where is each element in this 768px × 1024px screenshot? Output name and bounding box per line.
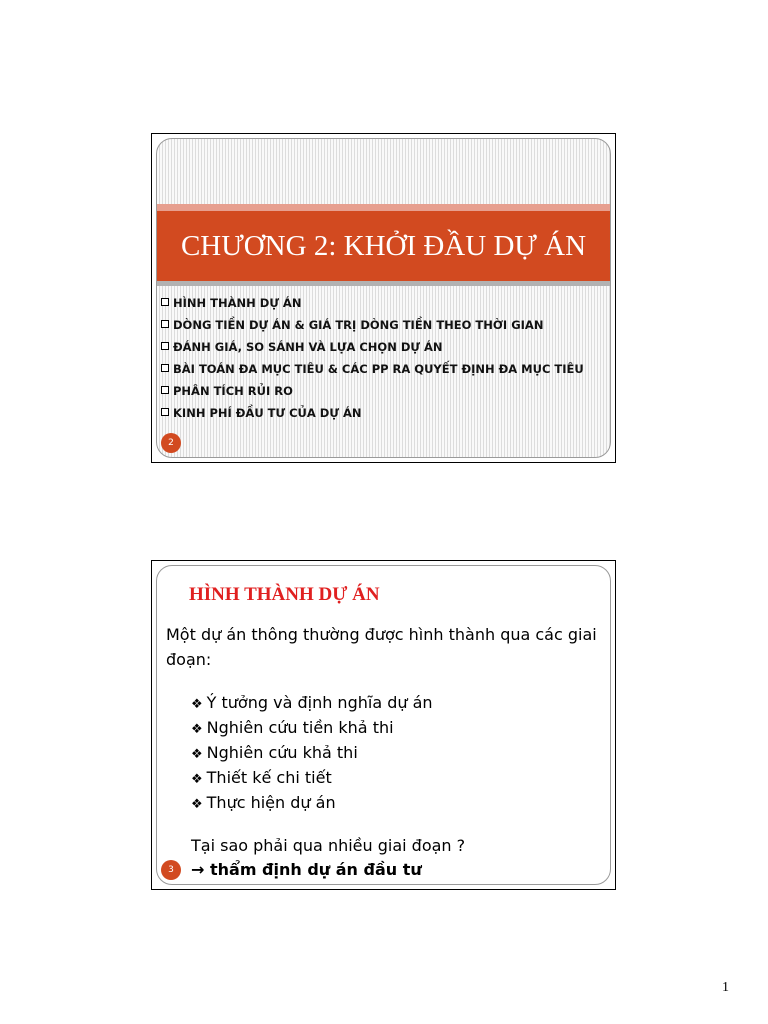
checkbox-square-icon <box>161 320 169 328</box>
slide-number-badge: 2 <box>161 433 181 453</box>
diamond-bullet-icon: ❖ <box>191 797 203 812</box>
checkbox-square-icon <box>161 298 169 306</box>
stage-label: Ý tưởng và định nghĩa dự án <box>206 693 433 712</box>
stage-item <box>191 765 433 790</box>
agenda-list <box>161 292 584 424</box>
slide-2-title: HÌNH THÀNH DỰ ÁN <box>189 584 380 605</box>
stage-item <box>191 740 433 765</box>
stage-item <box>191 715 433 740</box>
stage-label: Thực hiện dự án <box>206 793 336 812</box>
slide-number-badge: 3 <box>161 860 181 880</box>
agenda-item <box>161 336 584 358</box>
slide-1-panel <box>156 138 611 458</box>
slide-chapter-2 <box>151 133 616 463</box>
agenda-item <box>161 380 584 402</box>
slide-2-question: Tại sao phải qua nhiều giai đoạn ? <box>191 836 466 855</box>
agenda-item-label: HÌNH THÀNH DỰ ÁN <box>173 296 302 310</box>
stage-label: Nghiên cứu khả thi <box>206 743 358 762</box>
slide-2-answer: → thẩm định dự án đầu tư <box>191 860 422 879</box>
page-number: 1 <box>722 980 729 995</box>
title-bottom-stripe <box>157 281 610 286</box>
checkbox-square-icon <box>161 408 169 416</box>
checkbox-square-icon <box>161 386 169 394</box>
diamond-bullet-icon: ❖ <box>191 722 203 737</box>
diamond-bullet-icon: ❖ <box>191 772 203 787</box>
agenda-item-label: ĐÁNH GIÁ, SO SÁNH VÀ LỰA CHỌN DỰ ÁN <box>173 340 443 354</box>
stage-label: Nghiên cứu tiền khả thi <box>206 718 394 737</box>
checkbox-square-icon <box>161 342 169 350</box>
agenda-item <box>161 358 584 380</box>
agenda-item <box>161 402 584 424</box>
stage-item <box>191 790 433 815</box>
slide-2-intro: Một dự án thông thường được hình thành qua các giai đoạn: <box>166 625 597 669</box>
agenda-item-label: DÒNG TIỀN DỰ ÁN & GIÁ TRỊ DÒNG TIỀN THEO THỜI GIAN <box>173 318 544 332</box>
slide-project-formation <box>151 560 616 890</box>
diamond-bullet-icon: ❖ <box>191 747 203 762</box>
agenda-item <box>161 292 584 314</box>
agenda-item-label: KINH PHÍ ĐẦU TƯ CỦA DỰ ÁN <box>173 406 362 420</box>
stages-list <box>191 690 433 815</box>
checkbox-square-icon <box>161 364 169 372</box>
slide-1-title: CHƯƠNG 2: KHỞI ĐẦU DỰ ÁN <box>157 211 610 281</box>
agenda-item-label: BÀI TOÁN ĐA MỤC TIÊU & CÁC PP RA QUYẾT ĐỊNH ĐA MỤC TIÊU <box>173 362 584 376</box>
agenda-item-label: PHÂN TÍCH RỦI RO <box>173 384 293 398</box>
stage-item <box>191 690 433 715</box>
agenda-item <box>161 314 584 336</box>
title-top-stripe <box>157 204 610 211</box>
diamond-bullet-icon: ❖ <box>191 697 203 712</box>
stage-label: Thiết kế chi tiết <box>206 768 332 787</box>
slide-2-panel <box>156 565 611 885</box>
